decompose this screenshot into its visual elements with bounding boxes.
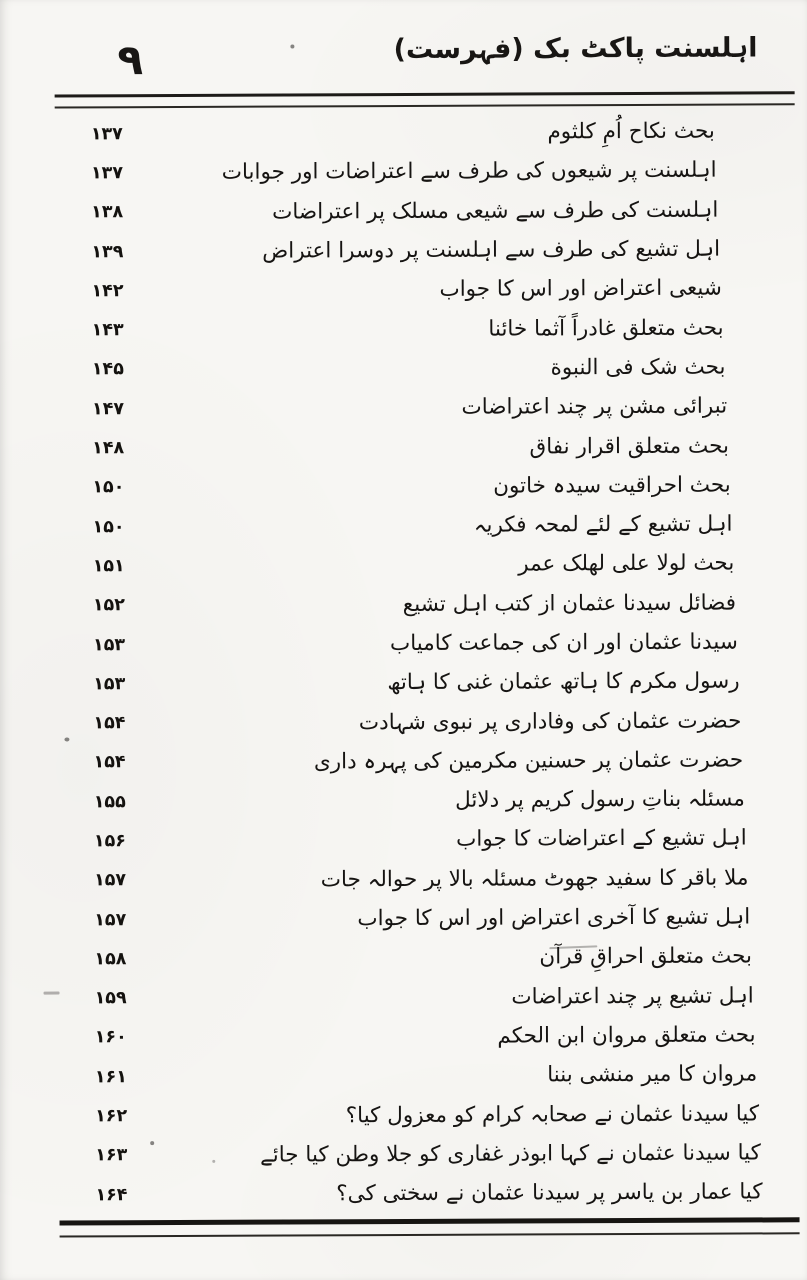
toc-list — [0, 111, 807, 1215]
entry-page-number: ۱۵۹ — [94, 988, 127, 1009]
entry-page-number: ۱۵۳ — [92, 634, 126, 655]
entry-page-number: ۱۵۷ — [94, 870, 127, 891]
toc-row — [1, 897, 807, 940]
entry-title: اہل تشیع کا آخری اعتراض اور اس کا جواب — [357, 904, 751, 932]
toc-row — [2, 1054, 807, 1097]
toc-row — [0, 426, 806, 469]
entry-title: اہلسنت پر شیعوں کی طرف سے اعتراضات اور جوابات — [221, 158, 717, 186]
entry-page-number: ۱۵۷ — [94, 909, 127, 930]
entry-page-number: ۱۵۵ — [93, 791, 126, 813]
entry-title: فضائل سیدنا عثمان از کتب اہل تشیع — [402, 590, 737, 617]
entry-page-number: ۱۵۸ — [94, 949, 127, 970]
entry-page-number: ۱۳۸ — [91, 202, 124, 223]
toc-row — [1, 858, 807, 901]
entry-title: بحث نکاح اُمِ کلثوم — [547, 118, 715, 145]
entry-title: بحث متعلق احراقِ قرآن — [539, 943, 753, 970]
toc-row — [0, 386, 806, 429]
toc-row — [2, 1094, 807, 1137]
scan-speck — [64, 737, 69, 741]
toc-row — [0, 544, 807, 587]
entry-title: اہل تشیع کے اعتراضات کا جواب — [456, 825, 747, 853]
entry-page-number: ۱۶۰ — [94, 1027, 127, 1048]
toc-row — [1, 779, 807, 822]
scan-speck — [212, 1160, 215, 1163]
folio-page-number: ۹ — [117, 35, 144, 85]
entry-page-number: ۱۴۸ — [92, 438, 125, 459]
toc-row — [1, 976, 807, 1019]
toc-row — [0, 151, 805, 194]
entry-title: مروان کا میر منشی بننا — [547, 1061, 758, 1088]
scan-speck — [290, 44, 294, 48]
entry-title: کیا عمار بن یاسر پر سیدنا عثمان نے سختی کی؟ — [336, 1179, 763, 1207]
toc-row — [0, 347, 806, 390]
toc-row — [1, 936, 807, 979]
entry-page-number: ۱۴۲ — [91, 281, 124, 302]
toc-row — [0, 701, 807, 744]
toc-row — [0, 740, 807, 783]
header-divider-rule — [55, 91, 795, 108]
entry-page-number: ۱۵۲ — [92, 595, 125, 616]
entry-page-number: ۱۳۷ — [90, 123, 123, 145]
entry-page-number: ۱۵۱ — [92, 556, 125, 577]
entry-title: بحث متعلق اقرار نفاق — [529, 433, 730, 459]
toc-row — [0, 111, 805, 154]
toc-row — [2, 1172, 807, 1215]
toc-row — [0, 504, 807, 547]
entry-title: بحث متعلق مروان ابن الحکم — [497, 1022, 756, 1049]
entry-title: کیا سیدنا عثمان نے صحابہ کرام کو معزول کیا؟ — [345, 1101, 760, 1128]
entry-page-number: ۱۶۴ — [95, 1184, 128, 1206]
entry-title: ملا باقر کا سفید جھوٹ مسئلہ بالا پر حوالہ جات — [320, 865, 749, 893]
toc-row — [2, 1015, 807, 1058]
entry-page-number: ۱۴۷ — [91, 398, 125, 420]
entry-title: اہل تشیع کی طرف سے اہلسنت پر دوسرا اعتراض — [262, 236, 721, 264]
toc-row — [0, 308, 806, 351]
entry-page-number: ۱۵۰ — [92, 516, 125, 537]
entry-page-number: ۱۴۳ — [91, 320, 124, 341]
entry-page-number: ۱۵۴ — [93, 713, 126, 734]
toc-row — [0, 268, 806, 311]
entry-page-number: ۱۵۴ — [93, 752, 126, 773]
entry-page-number: ۱۳۹ — [91, 241, 124, 262]
entry-title: حضرت عثمان کی وفاداری پر نبوی شہادت — [358, 708, 742, 735]
entry-title: حضرت عثمان پر حسنین مکرمین کی پہرہ داری — [313, 747, 744, 775]
toc-row — [0, 465, 806, 508]
entry-page-number: ۱۳۷ — [90, 163, 124, 184]
entry-page-number: ۱۵۰ — [92, 477, 125, 498]
entry-title: اہل تشیع کے لئے لمحہ فکریہ — [473, 511, 733, 538]
scan-speck — [150, 1141, 154, 1145]
entry-title: رسول مکرم کا ہاتھ عثمان غنی کا ہاتھ — [387, 668, 740, 696]
entry-title: مسئلہ بناتِ رسول کریم پر دلائل — [455, 786, 745, 813]
toc-row — [0, 622, 807, 665]
entry-page-number: ۱۶۳ — [95, 1145, 128, 1166]
entry-title: اہلسنت کی طرف سے شیعی مسلک پر اعتراضات — [272, 197, 719, 225]
toc-row — [0, 661, 807, 704]
entry-title: سیدنا عثمان اور ان کی جماعت کامیاب — [389, 629, 738, 657]
entry-title: شیعی اعتراض اور اس کا جواب — [439, 275, 722, 303]
entry-title: بحث لولا علی لھلک عمر — [518, 550, 735, 577]
entry-title: اہل تشیع پر چند اعتراضات — [511, 983, 754, 1010]
toc-row — [0, 583, 807, 626]
entry-title: بحث شک فی النبوة — [550, 354, 726, 381]
entry-title: بحث متعلق غادراً آثما خائنا — [488, 315, 724, 342]
entry-page-number: ۱۵۶ — [93, 831, 126, 852]
entry-title: تبرائی مشن پر چند اعتراضات — [461, 393, 728, 420]
entry-title: کیا سیدنا عثمان نے کہا ابوذر غفاری کو جلا وطن کیا جائے — [260, 1140, 761, 1168]
footer-divider-rule — [60, 1217, 800, 1237]
entry-page-number: ۱۶۱ — [94, 1066, 127, 1088]
entry-page-number: ۱۵۳ — [93, 674, 126, 695]
book-title: اہلسنت پاکٹ بک (فہرست) — [393, 32, 758, 66]
toc-row — [1, 819, 807, 862]
entry-title: بحث احراقیت سیدہ خاتون — [493, 472, 731, 499]
scan-speck — [44, 992, 60, 995]
toc-row — [2, 1133, 807, 1176]
toc-row — [0, 229, 805, 272]
entry-page-number: ۱۴۵ — [91, 359, 124, 380]
entry-page-number: ۱۶۲ — [95, 1106, 128, 1127]
toc-row — [0, 190, 805, 233]
